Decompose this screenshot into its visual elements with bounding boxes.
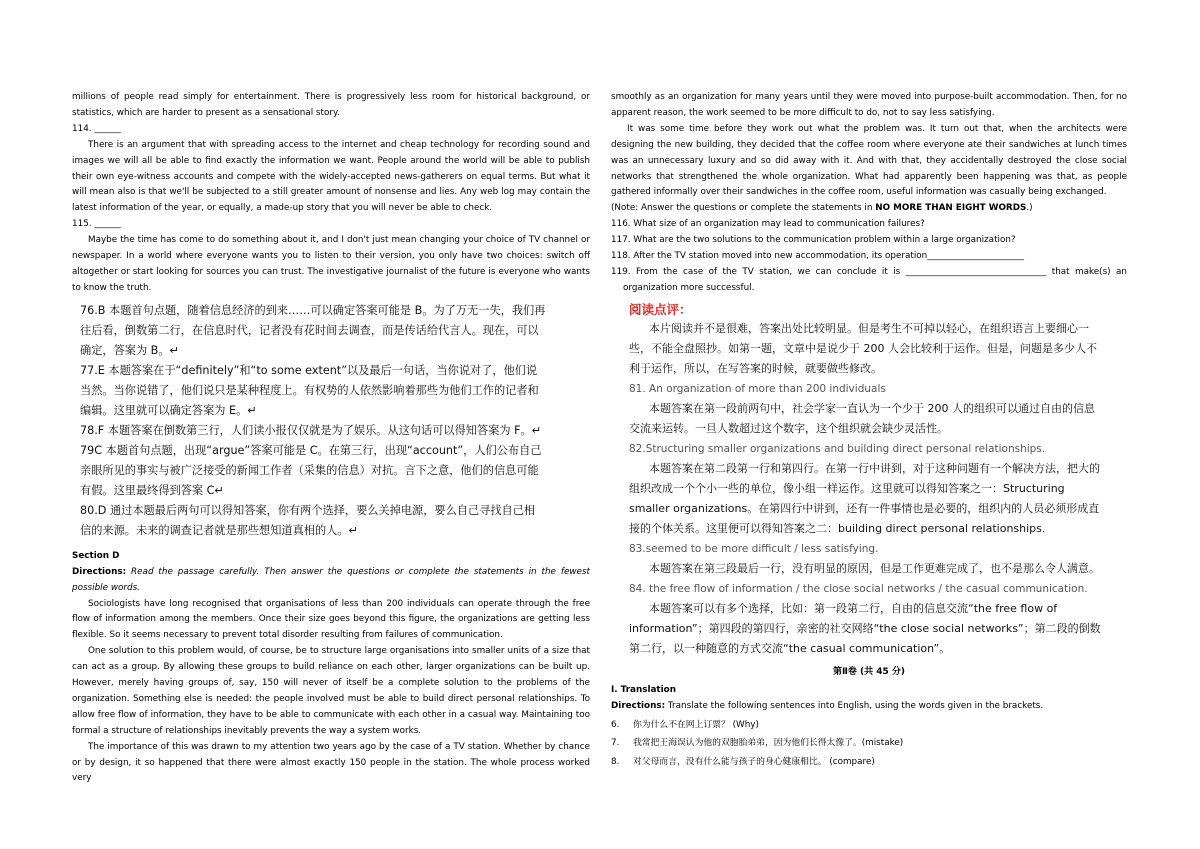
question-119: 119. From the case of the TV station, we can conclude it is ________________________________ that make(s) an organization more successful. <box>611 266 1127 293</box>
paragraph-d1: Sociologists have long recognised that organisations of less than 200 individuals can operate through the free flow of information among the members. Once their size goes beyond this figure, the organizations are getting less flexible. So it seems necessary to prevent total disorder resulting from failures of communication. <box>72 598 590 641</box>
comment-84: 本题答案可以有多个选择，比如：第一段第二行，自由的信息交流“the free flow of information”；第四段的第四行，亲密的社交网络“the close social networks”；第二段的倒数第二行，以一种随意的方式交流“the casual communication”。 <box>629 601 1101 655</box>
item-text: 我常把王海误认为他的双胞胎弟弟，因为他们长得太像了。(mistake) <box>633 738 904 749</box>
reading-comment-title: 阅读点评： <box>629 301 692 317</box>
left-column <box>72 90 590 787</box>
note-77: 77.E 本题答案在于“definitely”和“to some extent”以及最后一句话，当你说对了，他们说当然。当你说错了，他们说只是某种程度上。有权势的人依然影响着那些为他们工作的记者和编辑。这里就可以确定答案为 E。↵ <box>80 363 539 417</box>
section-d-heading: Section D <box>72 550 120 561</box>
translation-item-7 <box>611 736 1127 752</box>
note-79: 79C 本题首句点题，出现“argue”答案可能是 C。在第三行，出现“account”，人们公布自己亲眼所见的事实与被广泛接受的新闻工作者（采集的信息）对抗。言下之意，他们的信息可能有假。这里最终得到答案 C↵ <box>80 443 542 497</box>
directions-text: Read the passage carefully. Then answer the questions or complete the statements in the fewest possible words. <box>72 566 591 593</box>
paragraph-top: millions of people read simply for entertainment. There is progressively less room for historical background, or statistics, which are harder to present as a sensational story. <box>72 92 590 118</box>
note-76: 76.B 本题首句点题，随着信息经济的到来……可以确定答案可能是 B。为了万无一失，我们再往后看，倒数第二行，在信息时代，记者没有花时间去调查，而是传话给代言人。现在，可以确定，答案为 B。↵ <box>80 303 546 357</box>
answer-81: 81. An organization of more than 200 individuals <box>629 382 886 395</box>
question-116: 116. What size of an organization may lead to communication failures? <box>611 219 925 230</box>
note-78: 78.F 本题答案在倒数第三行，人们读小报仅仅就是为了娱乐。从这句话可以得知答案为 F。↵ <box>80 423 542 437</box>
item-number: 6. <box>611 719 620 730</box>
part-2-title: 第Ⅱ卷 (共 45 分) <box>832 666 906 677</box>
comment-83: 本题答案在第三段最后一行，没有明显的原因，但是工作更难完成了，也不是那么令人满意。 <box>649 561 1100 575</box>
translation-item-8 <box>611 755 1127 771</box>
paragraph-d3: The importance of this was drawn to my attention two years ago by the case of a TV station. Whether by chance or by design, it so happened that there were almost exactly 150 people in the station. The whole process worked very <box>72 741 590 784</box>
answer-82: 82.Structuring smaller organizations and building direct personal relationships. <box>629 442 1046 455</box>
question-117: 117. What are the two solutions to the communication problem within a large organization? <box>611 235 1016 246</box>
question-115: 115. ______ <box>72 219 121 230</box>
right-column <box>611 90 1127 771</box>
item-text: 你为什么不在网上订票？ (Why) <box>633 719 759 730</box>
answer-notes <box>80 301 546 541</box>
note-80: 80.D 通过本题最后两句可以得知答案，你有两个选择，要么关掉电源，要么自己寻找自己相信的来源。未来的调查记者就是那些想知道真相的人。↵ <box>80 503 536 537</box>
comment-body: 本片阅读并不是很难，答案出处比较明显。但是考生不可掉以轻心，在组织语言上要细心一些，不能全盘照抄。如第一题，文章中是说少于 200 人会比较利于运作。但是，问题是多少人不利于运作，所以，在写答案的时候，就要做些修改。 <box>629 321 1097 375</box>
translation-directions-label: Directions: <box>611 700 666 711</box>
section-d-directions <box>72 565 590 597</box>
item-text: 对父母而言，没有什么能与孩子的身心健康相比。 (compare) <box>633 757 875 768</box>
translation-directions <box>611 699 1127 715</box>
translation-directions-text: Translate the following sentences into English, using the words given in the brackets. <box>667 700 1044 711</box>
comment-82: 本题答案在第二段第一行和第四行。在第一行中讲到，对于这种问题有一个解决方法，把大的组织改成一个个小一些的单位，像小组一样运作。这里就可以得知答案之一：Structuring smaller organizations。在第四行中讲到，还有一件事情也是必要的，组织内的人员必须形成直接的个体关系。这里便可以得知答案之二：building direct personal relationships. <box>629 461 1100 535</box>
question-118: 118. After the TV station moved into new accommodation, its operation______________________ <box>611 251 1025 262</box>
note-prefix: (Note: Answer the questions or complete the statements in <box>611 203 876 214</box>
note-suffix: .) <box>1026 203 1033 214</box>
paragraph-r1: smoothly as an organization for many years until they were moved into purpose-built accommodation. Then, for no apparent reason, the work seemed to be more difficult to do, not to say less satisfying. <box>611 92 1127 118</box>
note-instruction <box>611 201 1127 217</box>
directions-label: Directions: <box>72 566 127 577</box>
item-number: 7. <box>611 738 620 749</box>
comment-81: 本题答案在第一段前两句中，社会学家一直认为一个少于 200 人的组织可以通过自由的信息交流来运转。一旦人数超过这个数字，这个组织就会缺少灵活性。 <box>629 401 1095 435</box>
reading-comment <box>629 319 1105 659</box>
answer-84: 84. the free flow of information / the close social networks / the casual communication. <box>629 582 1088 595</box>
question-114: 114. ______ <box>72 123 121 134</box>
translation-heading: I. Translation <box>611 684 676 695</box>
translation-item-6 <box>611 718 1127 734</box>
answer-83: 83.seemed to be more difficult / less satisfying. <box>629 542 879 555</box>
item-number: 8. <box>611 757 620 768</box>
paragraph-r2: It was some time before they work out what the problem was. It turn out that, when the architects were designing the new building, they decided that the coffee room where everyone ate their sandwiches at lunch times was an unnecessary luxury and so did away with it. And with that, they accidentally destroyed the close social networks that strengthened the whole organization. What had apparently been happening was that, as people gathered informally over their sandwiches in the coffee room, useful information was casually being exchanged. <box>611 123 1127 198</box>
paragraph-115: Maybe the time has come to do something about it, and I don't just mean changing your choice of TV channel or newspaper. In a world where everyone wants you to listen to their version, you only have two choices: switch off altogether or start looking for sources you can trust. The investigative journalist of the future is everyone who wants to know the truth. <box>72 235 590 293</box>
note-bold: NO MORE THAN EIGHT WORDS <box>875 203 1027 214</box>
paragraph-114: There is an argument that with spreading access to the internet and cheap technology for recording sound and images we will all be able to find exactly the information we want. People around the world will be able to publish their own eye-witness accounts and compete with the widely-accepted news-gatherers on equal terms. But what it will mean also is that we'll be subjected to a still greater amount of nonsense and lies. Any web log may contain the latest information of the year, or equally, a made-up story that you will never be able to check. <box>72 139 590 214</box>
paragraph-d2: One solution to this problem would, of course, be to structure large organisations into smaller units of a size that can act as a group. By allowing these groups to build reliance on each other, larger organizations can be built up. However, merely having groups of, say, 150 will never of itself be a complete solution to the problems of the organization. Something else is needed: the people involved must be able to build direct personal relationships. To allow free flow of information, they have to be able to communicate with each other in a casual way. Maintaining too formal a structure of relationships inevitably prevents the way a system works. <box>72 646 590 736</box>
